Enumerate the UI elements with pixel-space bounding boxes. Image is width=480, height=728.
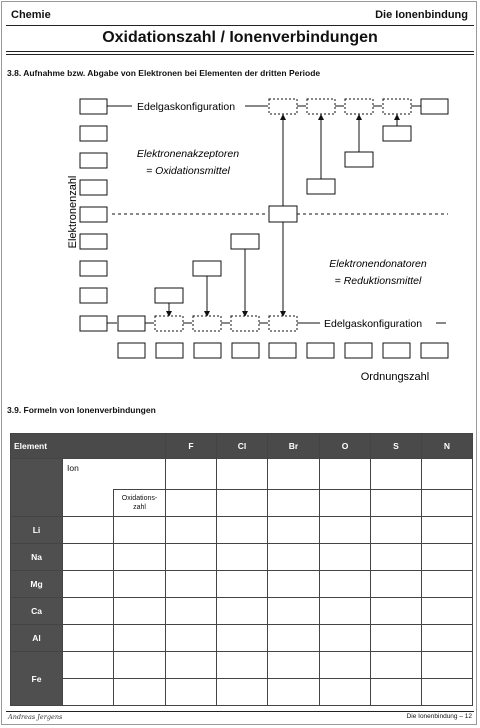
table-cell[interactable] bbox=[320, 517, 371, 544]
oxidation-label-line1: Oxidations- bbox=[121, 495, 158, 502]
table-cell[interactable] bbox=[422, 625, 473, 652]
atomic-number-box bbox=[269, 343, 296, 358]
ion-cell[interactable] bbox=[320, 459, 371, 490]
table-cell[interactable] bbox=[371, 544, 422, 571]
silicon-box bbox=[269, 206, 297, 222]
table-cell[interactable] bbox=[114, 598, 166, 625]
table-cell[interactable] bbox=[166, 598, 217, 625]
table-cell[interactable] bbox=[217, 652, 268, 679]
atomic-number-box bbox=[232, 343, 259, 358]
table-cell[interactable] bbox=[166, 625, 217, 652]
table-cell[interactable] bbox=[422, 544, 473, 571]
acceptor-box-cl bbox=[383, 126, 411, 141]
ox-cell[interactable] bbox=[371, 490, 422, 517]
ox-cell[interactable] bbox=[268, 490, 320, 517]
ion-cell[interactable] bbox=[268, 459, 320, 490]
col-header-anion: S bbox=[371, 434, 422, 459]
table-cell[interactable] bbox=[217, 625, 268, 652]
table-cell[interactable] bbox=[268, 544, 320, 571]
footer-rule bbox=[6, 711, 474, 712]
count-box bbox=[80, 207, 107, 222]
table-cell[interactable] bbox=[268, 517, 320, 544]
table-cell[interactable] bbox=[63, 652, 114, 679]
table-cell[interactable] bbox=[114, 625, 166, 652]
table-cell[interactable] bbox=[63, 544, 114, 571]
row-label-oxidation bbox=[114, 490, 166, 517]
table-cell[interactable] bbox=[217, 679, 268, 706]
ox-cell[interactable] bbox=[166, 490, 217, 517]
atomic-number-box bbox=[383, 343, 410, 358]
table-cell[interactable] bbox=[371, 625, 422, 652]
col-header-anion: F bbox=[166, 434, 217, 459]
col-header-anion: Br bbox=[268, 434, 320, 459]
col-header-element: Element bbox=[11, 434, 166, 459]
table-cell[interactable] bbox=[371, 679, 422, 706]
atomic-number-box bbox=[156, 343, 183, 358]
page-footer: Die Ionenbindung – 12 bbox=[406, 713, 472, 720]
donor-box-na bbox=[155, 288, 183, 303]
electron-diagram bbox=[0, 80, 480, 410]
label-top-noble: Edelgaskonfiguration bbox=[137, 101, 236, 113]
ion-cell[interactable] bbox=[166, 459, 217, 490]
acceptor-line1: Elektronenakzeptoren bbox=[136, 148, 240, 160]
table-cell[interactable] bbox=[114, 517, 166, 544]
acceptor-box-p bbox=[307, 179, 335, 194]
author-signature: Andreas Jergens bbox=[8, 713, 63, 721]
table-cell[interactable] bbox=[268, 625, 320, 652]
table-cell[interactable] bbox=[422, 571, 473, 598]
dashed-box bbox=[269, 316, 297, 331]
dashed-box bbox=[269, 99, 297, 114]
ox-cell[interactable] bbox=[217, 490, 268, 517]
table-cell[interactable] bbox=[114, 679, 166, 706]
table-cell[interactable] bbox=[166, 571, 217, 598]
y-axis-label: Elektronenzahl bbox=[67, 175, 79, 249]
table-cell[interactable] bbox=[217, 571, 268, 598]
section-heading-electron-transfer: 3.8. Aufnahme bzw. Abgabe von Elektronen bei Elementen der dritten Periode bbox=[7, 68, 321, 78]
table-cell[interactable] bbox=[166, 679, 217, 706]
table-cell[interactable] bbox=[320, 679, 371, 706]
row-header-cation: Ca bbox=[11, 598, 63, 625]
table-cell[interactable] bbox=[268, 598, 320, 625]
atomic-number-box bbox=[118, 343, 145, 358]
table-cell[interactable] bbox=[63, 679, 114, 706]
table-cell[interactable] bbox=[268, 652, 320, 679]
ion-label-spacer bbox=[63, 490, 114, 517]
header-corner bbox=[11, 459, 63, 517]
dashed-box bbox=[307, 99, 335, 114]
row-header-cation: Li bbox=[11, 517, 63, 544]
dashed-box bbox=[155, 316, 183, 331]
label-bottom-noble: Edelgaskonfiguration bbox=[324, 318, 423, 330]
table-cell[interactable] bbox=[320, 652, 371, 679]
table-cell[interactable] bbox=[422, 652, 473, 679]
row-header-cation: Mg bbox=[11, 571, 63, 598]
table-cell[interactable] bbox=[166, 544, 217, 571]
atomic-number-box bbox=[421, 343, 448, 358]
col-header-anion: O bbox=[320, 434, 371, 459]
table-cell[interactable] bbox=[166, 652, 217, 679]
table-cell[interactable] bbox=[268, 571, 320, 598]
table-cell[interactable] bbox=[371, 517, 422, 544]
row-header-cation: Fe bbox=[11, 652, 63, 706]
table-cell[interactable] bbox=[63, 598, 114, 625]
header-rule bbox=[6, 25, 474, 26]
count-box bbox=[80, 126, 107, 141]
noble-gas-box-bottom bbox=[118, 316, 145, 331]
table-cell[interactable] bbox=[371, 598, 422, 625]
row-header-cation: Na bbox=[11, 544, 63, 571]
ion-cell[interactable] bbox=[217, 459, 268, 490]
ox-cell[interactable] bbox=[320, 490, 371, 517]
dashed-box bbox=[383, 99, 411, 114]
ion-cell[interactable] bbox=[371, 459, 422, 490]
acceptor-box-s bbox=[345, 152, 373, 167]
count-box bbox=[80, 316, 107, 331]
count-box bbox=[80, 153, 107, 168]
page-title: Oxidationszahl / Ionenverbindungen bbox=[102, 29, 378, 46]
topic-header: Die Ionenbindung bbox=[375, 9, 468, 21]
table-cell[interactable] bbox=[166, 517, 217, 544]
table-cell[interactable] bbox=[422, 517, 473, 544]
table-cell[interactable] bbox=[217, 598, 268, 625]
table-cell[interactable] bbox=[320, 571, 371, 598]
table-cell[interactable] bbox=[422, 679, 473, 706]
dashed-box bbox=[193, 316, 221, 331]
atomic-number-box bbox=[307, 343, 334, 358]
table-cell[interactable] bbox=[114, 544, 166, 571]
table-cell[interactable] bbox=[63, 517, 114, 544]
table-cell[interactable] bbox=[268, 679, 320, 706]
oxidation-label-line2: zahl bbox=[133, 504, 146, 511]
ion-cell[interactable] bbox=[422, 459, 473, 490]
acceptor-line2: = Oxidationsmittel bbox=[146, 165, 230, 177]
row-header-cation: Al bbox=[11, 625, 63, 652]
count-box bbox=[80, 99, 107, 114]
title-rule bbox=[6, 51, 474, 52]
count-box bbox=[80, 180, 107, 195]
col-header-anion: N bbox=[422, 434, 473, 459]
donor-box-mg bbox=[193, 261, 221, 276]
donor-line1: Elektronendonatoren bbox=[329, 258, 427, 270]
table-cell[interactable] bbox=[217, 517, 268, 544]
col-header-anion: Cl bbox=[217, 434, 268, 459]
count-box bbox=[80, 261, 107, 276]
subject-header: Chemie bbox=[11, 9, 51, 21]
dashed-box bbox=[345, 99, 373, 114]
count-box bbox=[80, 234, 107, 249]
dashed-box bbox=[231, 316, 259, 331]
table-cell[interactable] bbox=[63, 571, 114, 598]
donor-box-al bbox=[231, 234, 259, 249]
ion-formula-table bbox=[10, 433, 473, 706]
table-cell[interactable] bbox=[371, 571, 422, 598]
table-cell[interactable] bbox=[320, 625, 371, 652]
title-rule-second bbox=[6, 54, 474, 55]
atomic-number-boxes bbox=[118, 343, 448, 358]
x-axis-label: Ordnungszahl bbox=[360, 371, 430, 383]
row-label-ion: Ion bbox=[63, 459, 166, 490]
table-cell[interactable] bbox=[114, 571, 166, 598]
table-cell[interactable] bbox=[320, 544, 371, 571]
table-cell[interactable] bbox=[422, 598, 473, 625]
section-heading-formulas: 3.9. Formeln von Ionenverbindungen bbox=[7, 405, 156, 415]
count-box bbox=[80, 288, 107, 303]
table-cell[interactable] bbox=[217, 544, 268, 571]
table-cell[interactable] bbox=[371, 652, 422, 679]
ox-cell[interactable] bbox=[422, 490, 473, 517]
table-cell[interactable] bbox=[63, 625, 114, 652]
noble-gas-box bbox=[421, 99, 448, 114]
atomic-number-box bbox=[345, 343, 372, 358]
table-cell[interactable] bbox=[320, 598, 371, 625]
atomic-number-box bbox=[194, 343, 221, 358]
table-cell[interactable] bbox=[114, 652, 166, 679]
donor-line2: = Reduktionsmittel bbox=[334, 275, 422, 287]
electron-count-boxes bbox=[80, 99, 107, 331]
